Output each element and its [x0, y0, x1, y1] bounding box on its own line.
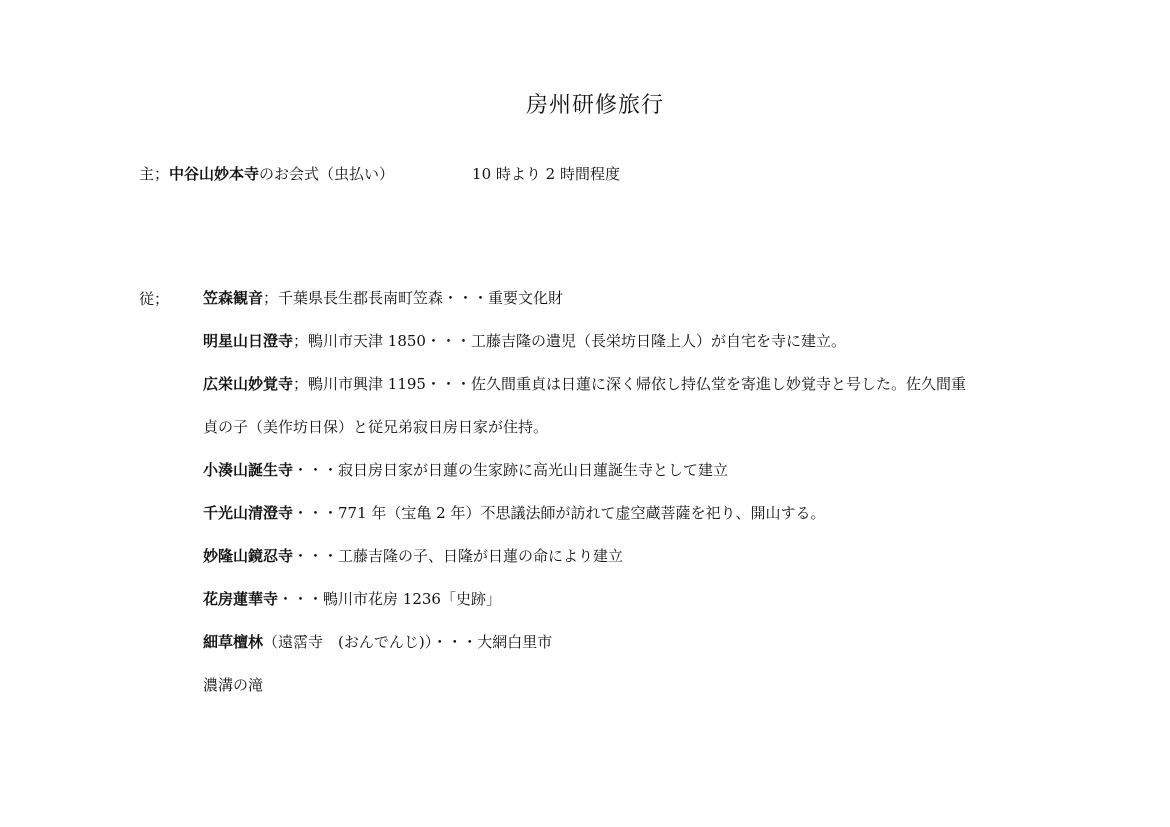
sub-prefix: 従；: [139, 290, 170, 308]
entry-desc: ・・・工藤吉隆の子、日隆が日蓮の命により建立: [293, 547, 624, 565]
entry-desc: ・・・寂日房日家が日蓮の生家跡に高光山日蓮誕生寺として建立: [293, 461, 729, 479]
entry-name: 笠森観音: [203, 289, 264, 307]
entry-desc: 貞の子（美作坊日保）と従兄弟寂日房日家が住持。: [203, 418, 549, 436]
entry-name: 小湊山誕生寺: [203, 461, 294, 479]
entry-list: [203, 288, 1063, 718]
entry-name: 細草檀林: [203, 633, 264, 651]
list-item: [203, 632, 1063, 675]
entry-name: 明星山日澄寺: [203, 332, 294, 350]
entry-desc: （遠霑寺 (おんでんじ)）・・・大網白里市: [263, 633, 553, 651]
entry-desc: ・・・鴨川市花房 1236「史跡」: [278, 590, 501, 608]
entry-name: 千光山清澄寺: [203, 504, 294, 522]
entry-desc: ；鴨川市天津 1850・・・工藤吉隆の遺児（長栄坊日隆上人）が自宅を寺に建立。: [293, 332, 846, 350]
page-title: 房州研修旅行: [525, 93, 664, 118]
list-item: [203, 417, 1063, 460]
entry-name: 妙隆山鏡忍寺: [203, 547, 294, 565]
list-item: [203, 675, 1063, 718]
list-item: [203, 288, 1063, 331]
entry-name: 花房蓮華寺: [203, 590, 279, 608]
entry-desc: ；鴨川市興津 1195・・・佐久間重貞は日蓮に深く帰依し持仏堂を寄進し妙覚寺と号した。佐久間重: [293, 375, 966, 393]
main-time: 10 時より 2 時間程度: [472, 165, 620, 183]
main-place: 中谷山妙本寺: [169, 165, 260, 183]
main-schedule-line: [139, 163, 620, 184]
list-item: [203, 331, 1063, 374]
entry-desc: ；千葉県長生郡長南町笠森・・・重要文化財: [263, 289, 564, 307]
list-item: [203, 589, 1063, 632]
main-event: のお会式（虫払い）: [259, 165, 395, 183]
main-prefix: 主；: [139, 165, 170, 183]
list-item: [203, 374, 1063, 417]
list-item: [203, 546, 1063, 589]
entry-desc: ・・・771 年（宝亀 2 年）不思議法師が訪れて虚空蔵菩薩を祀り、開山する。: [293, 504, 826, 522]
list-item: [203, 503, 1063, 546]
entry-desc: 濃溝の滝: [203, 676, 264, 694]
entry-name: 広栄山妙覚寺: [203, 375, 294, 393]
list-item: [203, 460, 1063, 503]
